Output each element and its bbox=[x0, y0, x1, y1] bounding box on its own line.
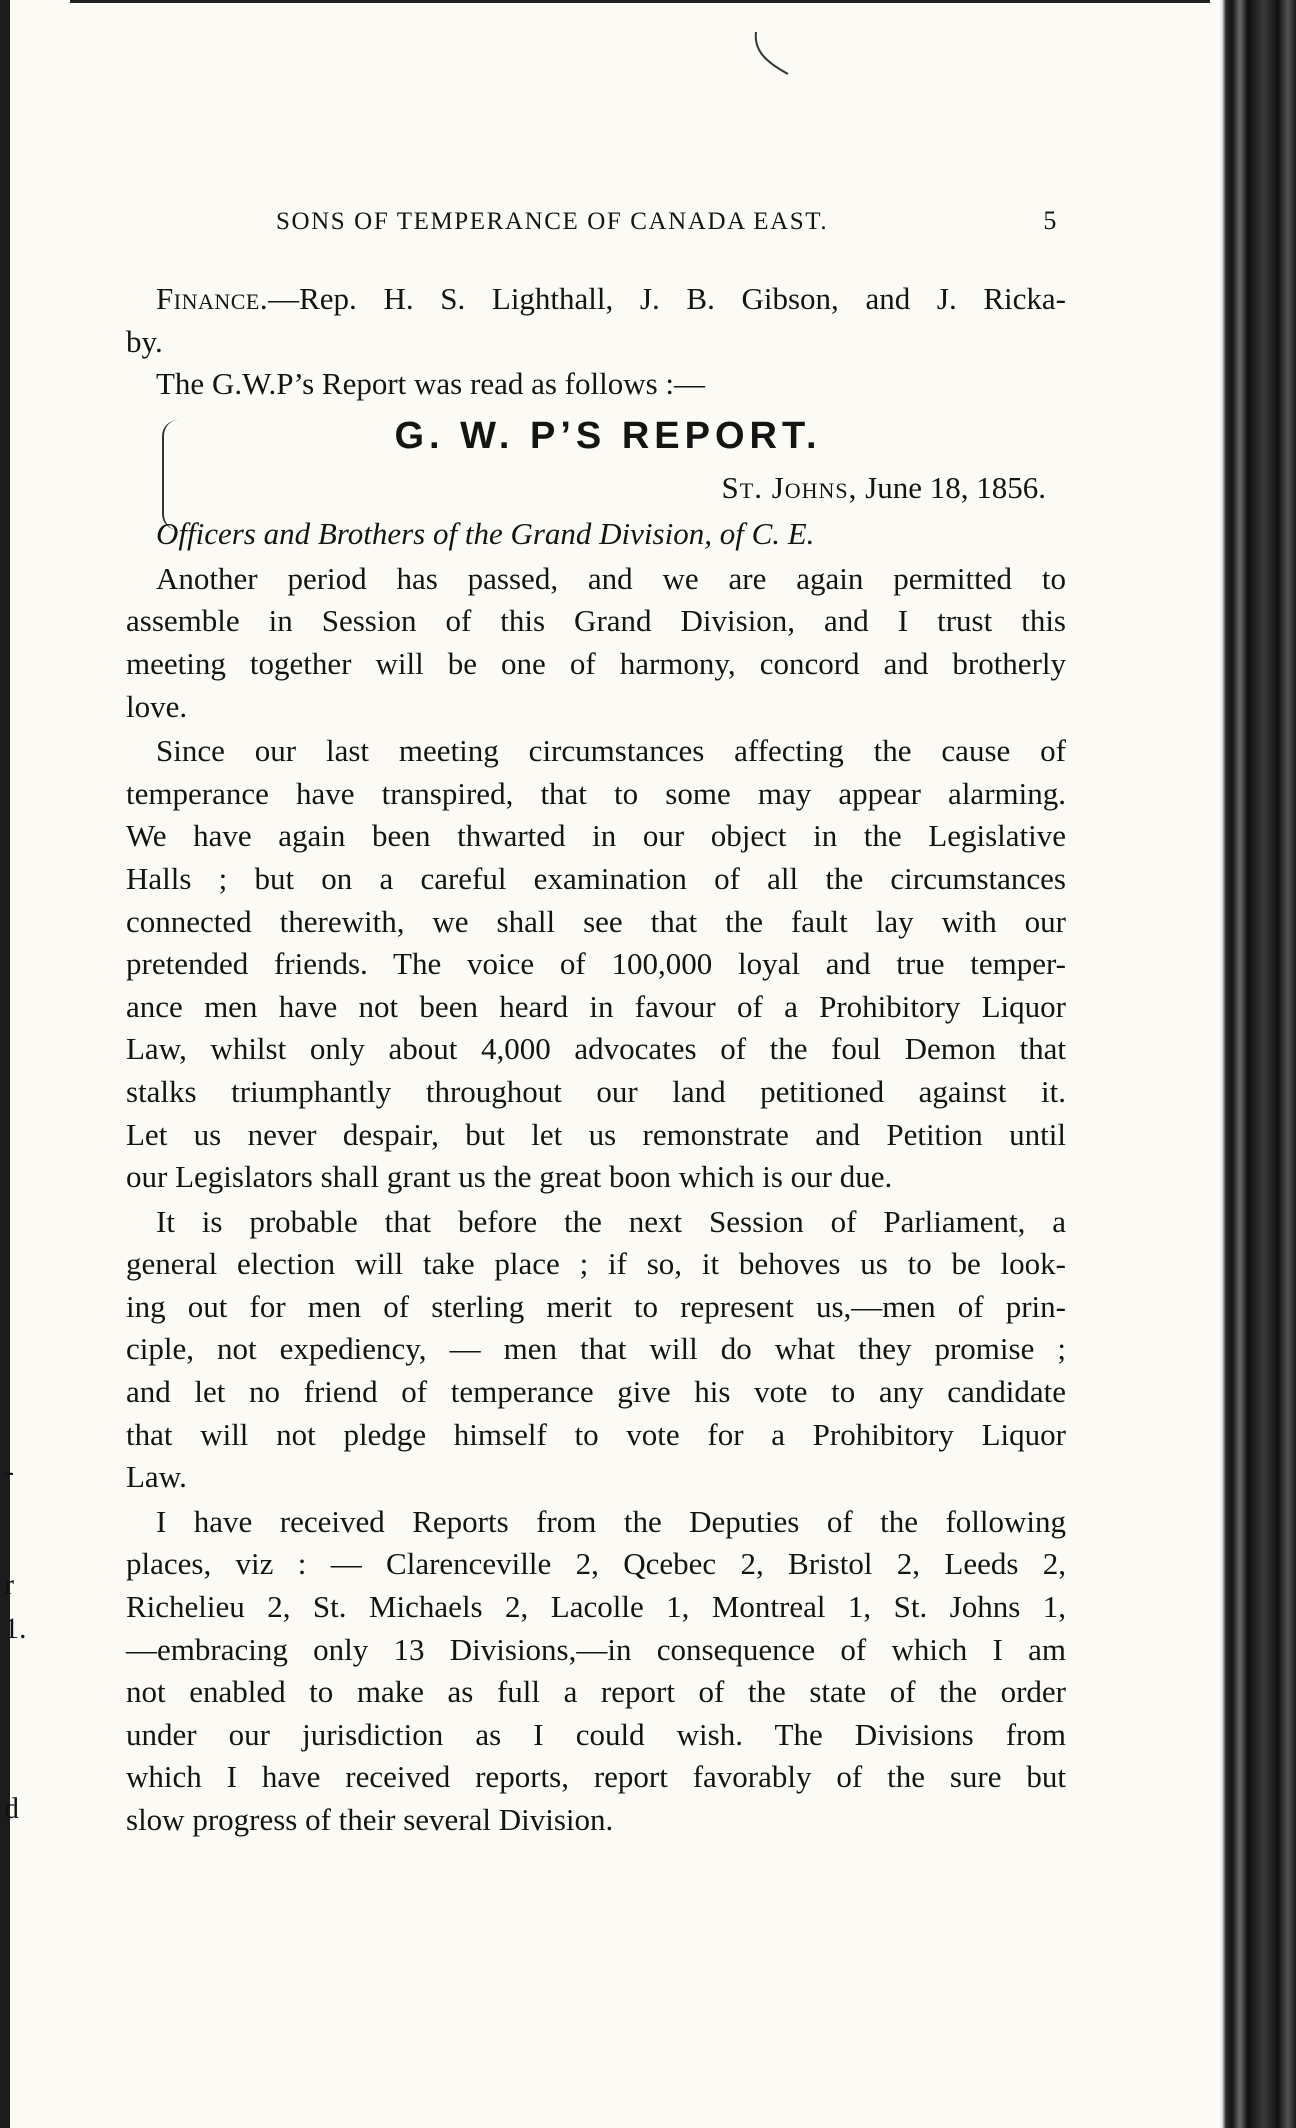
text-line: love. bbox=[126, 688, 188, 724]
text-line: and let no friend of temperance give his vote to any candidate bbox=[126, 1374, 1066, 1410]
report-heading: G. W. P’S REPORT. bbox=[394, 414, 822, 457]
text-line: Law. bbox=[126, 1459, 187, 1495]
text-line: stalks triumphantly throughout our land petitioned against it. bbox=[126, 1073, 1066, 1109]
text-line: pretended friends. The voice of 100,000 loyal and true temper- bbox=[126, 946, 1066, 982]
facing-page-fragment: - bbox=[4, 1455, 14, 1488]
facing-page-fragment: 1. bbox=[4, 1612, 27, 1645]
report-place: St. Johns, bbox=[721, 469, 858, 505]
text-line: assemble in Session of this Grand Division, and I trust this bbox=[126, 603, 1066, 639]
text-line: Since our last meeting circumstances affecting the cause of bbox=[156, 733, 1066, 769]
text-line: Another period has passed, and we are again permitted to bbox=[156, 560, 1066, 596]
text-line: Law, whilst only about 4,000 advocates of the foul Demon that bbox=[126, 1031, 1066, 1067]
text-line: under our jurisdiction as I could wish. The Divisions from bbox=[126, 1716, 1066, 1752]
text-line: ing out for men of sterling merit to represent us,—men of prin- bbox=[126, 1288, 1066, 1324]
text-line: ciple, not expediency, — men that will do what they promise ; bbox=[126, 1331, 1066, 1367]
text-line: Richelieu 2, St. Michaels 2, Lacolle 1, Montreal 1, St. Johns 1, bbox=[126, 1589, 1066, 1625]
text-line: not enabled to make as full a report of the state of the order bbox=[126, 1674, 1066, 1710]
text-line: that will not pledge himself to vote for a Prohibitory Liquor bbox=[126, 1416, 1066, 1452]
page-top-edge bbox=[70, 0, 1210, 3]
text-line: our Legislators shall grant us the great boon which is our due. bbox=[126, 1159, 893, 1195]
text-line: I have received Reports from the Deputies of the following bbox=[156, 1503, 1066, 1539]
text-line: general election will take place ; if so, it behoves us to be look- bbox=[126, 1246, 1066, 1282]
report-dateline bbox=[126, 466, 1066, 510]
corner-ink-mark bbox=[752, 28, 792, 78]
page-number: 5 bbox=[1043, 206, 1058, 235]
text-line: slow progress of their several Division. bbox=[126, 1802, 614, 1837]
text-line: places, viz : — Clarenceville 2, Qcebec 2, Bristol 2, Leeds 2, bbox=[126, 1546, 1066, 1582]
paragraph bbox=[126, 1501, 1066, 1842]
text-line: meeting together will be one of harmony, concord and brotherly bbox=[126, 645, 1066, 681]
report-salutation: Officers and Brothers of the Grand Division, of C. E. bbox=[156, 515, 815, 551]
finance-committee-line bbox=[126, 278, 1066, 321]
paragraph bbox=[126, 1201, 1066, 1499]
book-spine-edge bbox=[1218, 0, 1296, 2128]
text-line: which I have received reports, report favorably of the sure but bbox=[126, 1759, 1066, 1795]
text-line: It is probable that before the next Session of Parliament, a bbox=[156, 1203, 1066, 1239]
text-line: connected therewith, we shall see that the fault lay with our bbox=[126, 903, 1066, 939]
report-intro-line: The G.W.P’s Report was read as follows :— bbox=[156, 366, 706, 402]
facing-page-margin bbox=[0, 0, 40, 2128]
text-line: ance men have not been heard in favour of a Prohibitory Liquor bbox=[126, 988, 1066, 1024]
text-line: —embracing only 13 Divisions,—in consequence of which I am bbox=[126, 1631, 1066, 1667]
facing-page-fragment: r bbox=[4, 1568, 14, 1601]
paragraph bbox=[126, 558, 1066, 728]
text-line: Let us never despair, but let us remonstrate and Petition until bbox=[126, 1116, 1066, 1152]
running-title: SONS OF TEMPERANCE OF CANADA EAST. bbox=[276, 208, 829, 235]
report-date: June 18, 1856. bbox=[857, 469, 1046, 505]
running-head bbox=[124, 206, 1064, 236]
finance-committee-line-cont: by. bbox=[126, 323, 163, 359]
finance-label: Finance. bbox=[156, 281, 269, 316]
text-line: We have again been thwarted in our object in the Legislative bbox=[126, 818, 1066, 854]
text-line: Halls ; but on a careful examination of all the circumstances bbox=[126, 860, 1066, 896]
text-line: temperance have transpired, that to some may appear alarming. bbox=[126, 775, 1066, 811]
paragraph bbox=[126, 730, 1066, 1199]
page-body bbox=[126, 278, 1066, 1842]
facing-page-fragment: d bbox=[4, 1792, 19, 1825]
finance-members: —Rep. H. S. Lighthall, J. B. Gibson, and J. Ricka- bbox=[268, 281, 1066, 316]
